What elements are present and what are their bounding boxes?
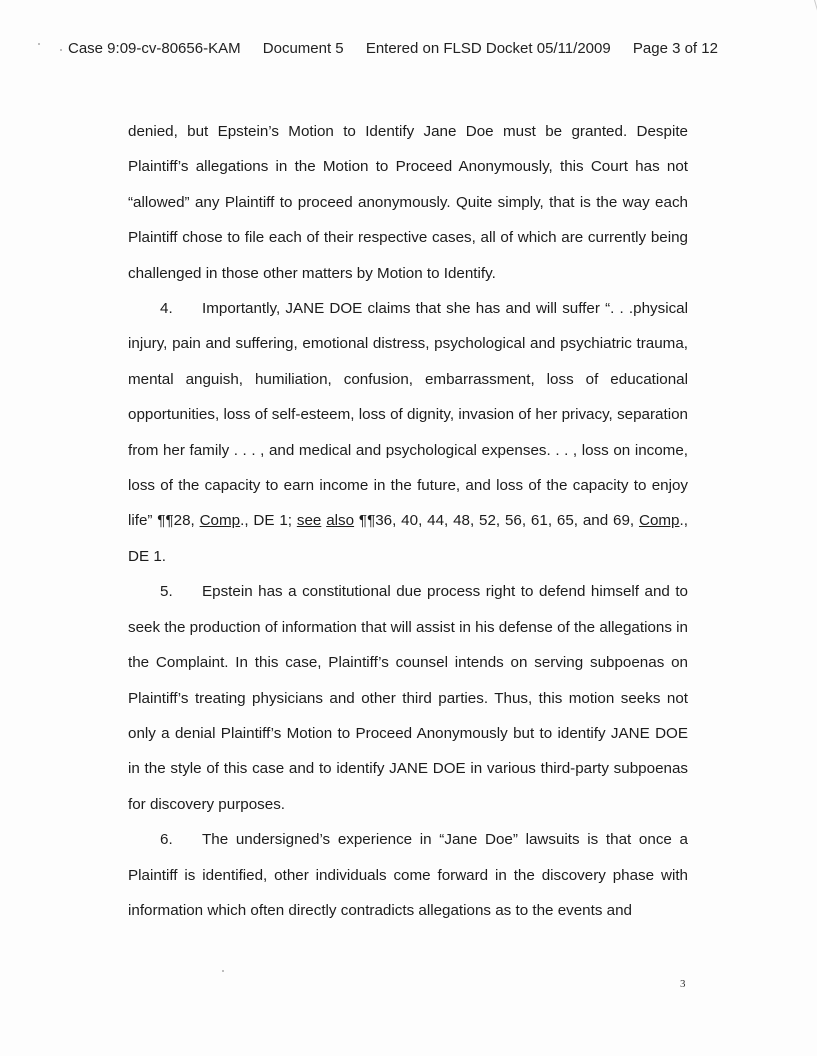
paragraph-6 [128, 822, 688, 928]
paragraph-text: ., DE 1; [240, 512, 292, 530]
paragraph-text: Epstein has a constitutional due process right to defend himself and to seek the production of information that will assist in his defense of the allegations in the Complaint. In this case, Plaintiff’s counsel intends on serving subpoenas on Plaintiff’s treating physicians and other third parties. Thus, this motion seeks not only a denial Plaintiff’s Motion to Proceed Anonymously but to identify JANE DOE in the style of this case and to identify JANE DOE in various third-party subpoenas for discovery purposes. [128, 583, 688, 813]
paragraph-text: The undersigned’s experience in “Jane Doe” lawsuits is that once a Plaintiff is identified, other individuals come forward in the discovery phase with information which often directly contradicts allegations as to the events and [128, 831, 688, 919]
paragraph-5 [128, 574, 688, 822]
docket-entry: Entered on FLSD Docket 05/11/2009 [365, 40, 611, 57]
paragraph-text: ., DE 1. [128, 512, 688, 565]
paragraph-number: 5. [160, 583, 173, 601]
scan-speck [222, 970, 224, 972]
citation-also: also [326, 512, 355, 530]
page-number: 3 [680, 978, 686, 990]
document-body [128, 114, 688, 928]
citation-comp: Comp [199, 512, 241, 530]
paragraph-text: ¶¶36, 40, 44, 48, 52, 56, 61, 65, and 69, [358, 512, 635, 530]
court-header [68, 40, 748, 57]
scan-speck [60, 49, 62, 51]
page-of-total: Page 3 of 12 [632, 40, 718, 57]
paragraph-text: Importantly, JANE DOE claims that she has and will suffer “. . .physical injury, pain and suffering, emotional distress, psychological and psychiatric trauma, mental anguish, humiliation, confusion, embarrassment, loss of educational opportunities, loss of self-esteem, loss of dignity, invasion of her privacy, separation from her family . . . , and medical and psychological expenses. . . , loss on income, loss of the capacity to earn income in the future, and loss of the capacity to enjoy life” ¶¶28, [128, 300, 688, 530]
scan-speck [38, 43, 40, 45]
document-number: Document 5 [262, 40, 344, 57]
paragraph-number: 6. [160, 831, 173, 849]
citation-comp: Comp [638, 512, 680, 530]
paragraph-number: 4. [160, 300, 173, 318]
case-number: Case 9:09-cv-80656-KAM [68, 40, 241, 57]
paragraph-4 [128, 291, 688, 574]
paragraph-continued: denied, but Epstein’s Motion to Identify Jane Doe must be granted. Despite Plaintiff’s allegations in the Motion to Proceed Anonymously, this Court has not “allowed” any Plaintiff to proceed anonymously. Quite simply, that is the way each Plaintiff chose to file each of their respective cases, all of which are currently being challenged in those other matters by Motion to Identify. [128, 123, 688, 282]
citation-see: see [296, 512, 322, 530]
